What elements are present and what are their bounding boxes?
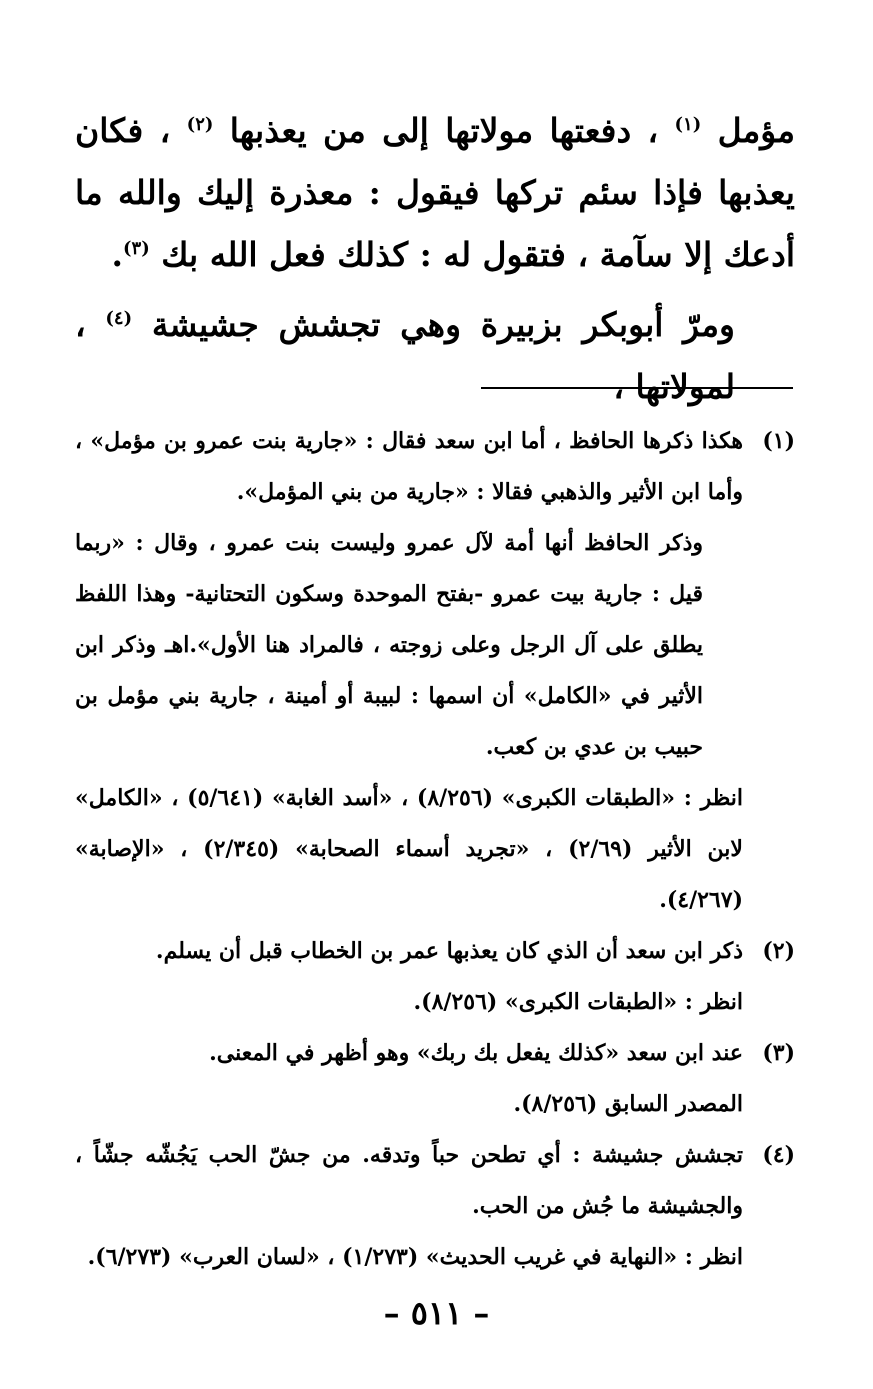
footnotes [75, 416, 795, 1283]
footnote-ref-2[interactable]: (٢) [186, 114, 214, 135]
main-text-segment: ومرّ أبوبكر بزبيرة وهي تجشش جشيشة [151, 305, 735, 344]
footnote-ref-1[interactable]: (١) [674, 114, 702, 135]
footnote-line: انظر : «الطبقات الكبرى» (٨/٢٥٦) ، «أسد الغابة» (٥/٦٤١) ، «الكامل» لابن الأثير (٢/٦٩) ، «تجريد أسماء الصحابة» (٢/٣٤٥) ، «الإصابة» (٤/٢٦٧). [75, 785, 743, 913]
footnote-body [75, 1130, 743, 1283]
main-paragraph-1 [75, 100, 795, 286]
footnote-body [75, 1028, 743, 1130]
footnote-line: ذكر ابن سعد أن الذي كان يعذبها عمر بن الخطاب قبل أن يسلم. [155, 938, 743, 964]
main-text [75, 100, 795, 418]
footnote-3 [75, 1028, 795, 1130]
page-number: – ٥١١ – [383, 1294, 490, 1332]
footnote-number: (٢) [762, 938, 795, 964]
footnote-ref-3[interactable]: (٣) [122, 238, 150, 259]
footnote-body [75, 926, 743, 1028]
footnote-4 [75, 1130, 795, 1283]
footnote-2 [75, 926, 795, 1028]
footnote-line: انظر : «الطبقات الكبرى» (٨/٢٥٦). [413, 989, 743, 1015]
main-paragraph-2 [75, 294, 795, 418]
footnote-line: المصدر السابق (٨/٢٥٦). [513, 1091, 743, 1117]
main-text-segment: . [111, 235, 123, 274]
footnote-line: انظر : «النهاية في غريب الحديث» (١/٢٧٣) ، «لسان العرب» (٦/٢٧٣). [87, 1244, 743, 1270]
footnote-number: (٣) [762, 1040, 795, 1066]
main-text-segment: ، دفعتها مولاتها إلى من يعذبها [229, 111, 659, 150]
footnote-line: وذكر الحافظ أنها أمة لآل عمرو وليست بنت عمرو ، وقال : «ربما قيل : جارية بيت عمرو -بفتح الموحدة وسكون التحتانية- وهذا اللفظ يطلق على آل الرجل وعلى زوجته ، فالمراد هنا الأول».اهـ وذكر ابن الأثير في «الكامل» أن اسمها : لبيبة أو أمينة ، جارية بني مؤمل بن حبيب بن عدي بن كعب. [75, 530, 703, 760]
footnote-separator [481, 387, 793, 389]
footnote-line: عند ابن سعد «كذلك يفعل بك ربك» وهو أظهر في المعنى. [209, 1040, 743, 1066]
footnote-ref-4[interactable]: (٤) [105, 308, 133, 329]
footnote-body [75, 416, 743, 926]
main-text-segment: ، فكان يعذبها فإذا سئم تركها فيقول : معذرة إليك والله ما أدعك إلا سآمة ، فتقول له : كذلك فعل الله بك [75, 111, 795, 274]
main-text-segment: مؤمل [717, 111, 796, 150]
footnote-line: تجشش جشيشة : أي تطحن حباً وتدقه. من جشّ الحب يَجُشّه جشّاً ، والجشيشة ما جُش من الحب. [75, 1142, 743, 1219]
footnote-number: (١) [762, 428, 795, 454]
footnote-line: هكذا ذكرها الحافظ ، أما ابن سعد فقال : «جارية بنت عمرو بن مؤمل» ، وأما ابن الأثير والذهبي فقالا : «جارية من بني المؤمل». [75, 428, 743, 505]
footnote-number: (٤) [762, 1142, 795, 1168]
main-text-segment: ، لمولاتها ، [75, 305, 735, 406]
footnote-1 [75, 416, 795, 926]
